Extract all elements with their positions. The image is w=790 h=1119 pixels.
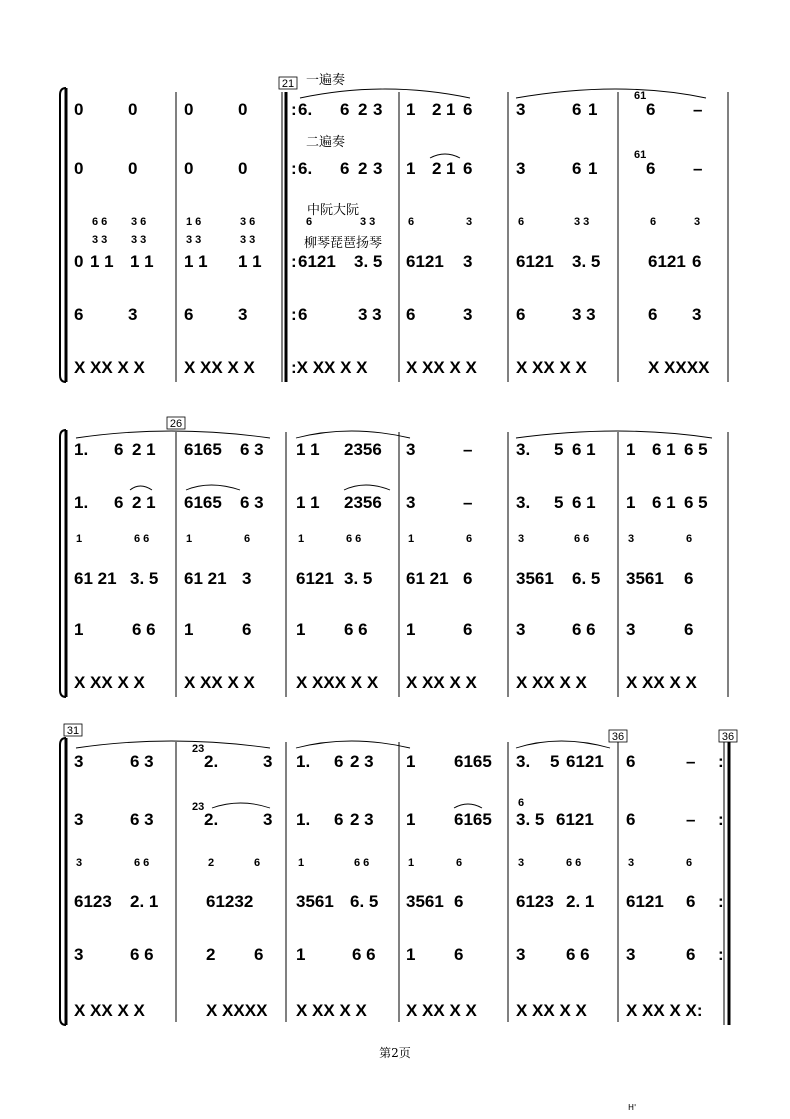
note: 2. xyxy=(204,810,219,829)
note: – xyxy=(686,810,696,829)
note: X XX X X xyxy=(406,1001,477,1020)
slur xyxy=(430,154,460,158)
note: X XX X X xyxy=(516,1001,587,1020)
note: : xyxy=(718,810,724,829)
note: 0 xyxy=(74,159,84,178)
note: 61 21 xyxy=(184,569,227,588)
note: X XX X X xyxy=(296,1001,367,1020)
note: 6. xyxy=(298,159,313,178)
staff-row xyxy=(74,149,702,178)
note: 5 xyxy=(554,440,564,459)
note: 6 xyxy=(572,159,582,178)
chord-note: 3 3 xyxy=(131,234,147,246)
note: 1 1 xyxy=(238,252,262,271)
note: 0 xyxy=(184,159,194,178)
chord-note: 6 xyxy=(306,216,313,228)
grace-note: 23 xyxy=(192,801,205,813)
chord-note: 3 xyxy=(518,857,525,869)
note: 3 xyxy=(516,945,526,964)
note: 1 xyxy=(626,493,636,512)
note: 6 6 xyxy=(572,620,596,639)
note: 3 xyxy=(516,620,526,639)
note: 6 xyxy=(340,100,350,119)
slur xyxy=(516,741,610,748)
chord-note: 3 3 xyxy=(92,234,108,246)
note: X XX X X xyxy=(626,673,697,692)
note: 6 xyxy=(686,945,696,964)
note: 6123 xyxy=(516,892,554,911)
note: 6 3 xyxy=(130,810,154,829)
note: 6 xyxy=(646,159,656,178)
note: 6. 5 xyxy=(572,569,601,588)
measure-number: 36 xyxy=(721,731,735,743)
chord-note: 3 3 xyxy=(574,216,590,228)
system-3 xyxy=(60,724,737,1025)
chord-note: 6 6 xyxy=(134,533,150,545)
note: 3 xyxy=(406,440,416,459)
note: 1 xyxy=(296,945,306,964)
note: 3 xyxy=(626,620,636,639)
note: 6 xyxy=(686,892,696,911)
note: X XX X X xyxy=(74,1001,145,1020)
note: 6 xyxy=(298,305,308,324)
note: 2 3 xyxy=(350,810,374,829)
note: 6 xyxy=(340,159,350,178)
chord-note: 6 xyxy=(254,857,261,869)
note: 1 xyxy=(406,620,416,639)
note: 6121 xyxy=(298,252,336,271)
note: 3. 5 xyxy=(354,252,383,271)
chord-note: 3 6 xyxy=(240,216,256,228)
note: 0 xyxy=(184,100,194,119)
note: 6 6 xyxy=(566,945,590,964)
note: X XX X X xyxy=(74,358,145,377)
note: 5 xyxy=(554,493,564,512)
note: X XX X X xyxy=(406,673,477,692)
note: 3. 5 xyxy=(130,569,159,588)
slur xyxy=(296,431,410,438)
note: 0 xyxy=(74,100,84,119)
slur xyxy=(186,485,240,490)
note: : xyxy=(718,892,724,911)
chord-note: 3 3 xyxy=(240,234,256,246)
note: 61232 xyxy=(206,892,254,911)
note: 6 xyxy=(114,440,124,459)
note: 2. 1 xyxy=(566,892,595,911)
note: 6 6 xyxy=(344,620,368,639)
grace-note: 61 xyxy=(634,90,647,102)
chord-note: 1 xyxy=(408,533,415,545)
note: X XX X X xyxy=(516,358,587,377)
chord-note: 6 6 xyxy=(566,857,582,869)
chord-note: 3 xyxy=(628,533,635,545)
slur xyxy=(76,741,270,748)
note: X XX X X xyxy=(74,673,145,692)
note: 3 xyxy=(463,252,473,271)
note: 1 xyxy=(406,100,416,119)
instrument-label: 一遍奏 xyxy=(306,73,346,88)
note: 6 xyxy=(626,810,636,829)
note: – xyxy=(693,100,703,119)
note: : xyxy=(718,945,724,964)
chord-note: 6 6 xyxy=(346,533,362,545)
note: 2 1 xyxy=(132,440,156,459)
note: 6 xyxy=(74,305,84,324)
note: 1 xyxy=(588,159,598,178)
note: 1 xyxy=(446,159,456,178)
note: 3 xyxy=(263,752,273,771)
note: 3 xyxy=(263,810,273,829)
note: 2. 1 xyxy=(130,892,159,911)
note: 3 xyxy=(626,945,636,964)
note: 0 xyxy=(238,100,248,119)
slur xyxy=(516,89,706,98)
note: 6165 xyxy=(454,810,492,829)
note: 1 xyxy=(296,620,306,639)
note: 6121 xyxy=(626,892,664,911)
page-number: 第2页 xyxy=(379,1046,411,1060)
note: 3 xyxy=(692,305,702,324)
note: 6121 xyxy=(296,569,334,588)
grace-note: 23 xyxy=(192,743,205,755)
note: 6121 xyxy=(406,252,444,271)
staff-row xyxy=(74,1001,703,1020)
note: 2356 xyxy=(344,440,382,459)
slur xyxy=(212,803,270,808)
note: 1 xyxy=(406,159,416,178)
measure-number: 26 xyxy=(169,418,183,430)
note: 6 xyxy=(184,305,194,324)
note: 6121 xyxy=(566,752,604,771)
note: 3561 xyxy=(296,892,334,911)
note: 3 xyxy=(74,810,84,829)
chord-note: 1 6 xyxy=(186,216,202,228)
chord-note: 3 xyxy=(518,533,525,545)
note: 3. 5 xyxy=(572,252,601,271)
chord-note: 6 6 xyxy=(134,857,150,869)
note: : xyxy=(291,100,297,119)
chord-note: 1 xyxy=(186,533,193,545)
note: 1. xyxy=(296,810,311,829)
note: 61 21 xyxy=(74,569,117,588)
slur xyxy=(296,741,410,748)
note: 1 xyxy=(184,620,194,639)
chord-note: 6 xyxy=(408,216,415,228)
staff-row xyxy=(74,358,710,377)
note: 6123 xyxy=(74,892,112,911)
note: 6 6 xyxy=(352,945,376,964)
note: 2 xyxy=(358,159,368,178)
note: : xyxy=(291,305,297,324)
note: 1 xyxy=(406,945,416,964)
note: X XX X X xyxy=(184,673,255,692)
chord-note: 6 xyxy=(686,857,693,869)
note: 3 xyxy=(128,305,138,324)
note: 6 5 xyxy=(684,493,708,512)
note: 3561 xyxy=(626,569,664,588)
note: 6121 xyxy=(648,252,686,271)
note: 0 xyxy=(238,159,248,178)
chord-note: 3 6 xyxy=(131,216,147,228)
measure-number: 31 xyxy=(66,725,80,737)
chord-note: 3 xyxy=(466,216,473,228)
note: 1 xyxy=(626,440,636,459)
note: 3561 xyxy=(516,569,554,588)
chord-note: 3 xyxy=(76,857,83,869)
chord-note: 3 3 xyxy=(186,234,202,246)
chord-note: 3 3 xyxy=(360,216,376,228)
note: 0 xyxy=(128,159,138,178)
note: 3 3 xyxy=(572,305,596,324)
note: 6 xyxy=(463,159,473,178)
note: 6165 xyxy=(184,440,222,459)
note: 2. xyxy=(204,752,219,771)
note: 2 xyxy=(432,100,442,119)
note: 3 xyxy=(373,159,383,178)
note: 6 6 xyxy=(130,945,154,964)
note: 6. 5 xyxy=(350,892,379,911)
slur xyxy=(516,431,712,438)
note: 3 xyxy=(516,159,526,178)
staff-row xyxy=(74,673,698,692)
note: X XXX X X xyxy=(296,673,379,692)
slur xyxy=(300,89,470,98)
slur xyxy=(454,804,482,808)
chord-note: 1 xyxy=(408,857,415,869)
note: 1. xyxy=(74,440,89,459)
note: 3. xyxy=(516,493,531,512)
note: 3. 5 xyxy=(516,810,545,829)
note: 6 xyxy=(572,100,582,119)
note: 2 xyxy=(358,100,368,119)
staff-row xyxy=(74,493,708,512)
note: 1 xyxy=(406,752,416,771)
note: 61 21 xyxy=(406,569,449,588)
note: 6 xyxy=(114,493,124,512)
note: 6 3 xyxy=(240,440,264,459)
note: 6165 xyxy=(184,493,222,512)
instrument-label: 柳琴琵琶扬琴 xyxy=(304,236,383,251)
note: 1 1 xyxy=(296,440,320,459)
corner-mark: H' xyxy=(628,1103,637,1112)
note: 6 xyxy=(692,252,702,271)
note: 6121 xyxy=(516,252,554,271)
note: 6121 xyxy=(556,810,594,829)
note: X XX X X xyxy=(184,358,255,377)
note: 1 xyxy=(446,100,456,119)
note: X XX X X: xyxy=(626,1001,703,1020)
note: 1 xyxy=(406,810,416,829)
chord-note: 6 xyxy=(466,533,473,545)
note: 6165 xyxy=(454,752,492,771)
note: 1 xyxy=(74,620,84,639)
note: : xyxy=(291,252,297,271)
chord-note: 6 xyxy=(456,857,463,869)
chord-note: 6 xyxy=(244,533,251,545)
instrument-label: 二遍奏 xyxy=(306,135,346,150)
chord-note: 6 xyxy=(650,216,657,228)
note: 3561 xyxy=(406,892,444,911)
note: 6 xyxy=(463,100,473,119)
note: 1 1 xyxy=(184,252,208,271)
note: 6 xyxy=(242,620,252,639)
note: 6 xyxy=(334,810,344,829)
note: 3 xyxy=(74,945,84,964)
note: – xyxy=(463,493,473,512)
note: 0 xyxy=(128,100,138,119)
note: : xyxy=(718,752,724,771)
note: 6 xyxy=(516,305,526,324)
note: X XX X X xyxy=(406,358,477,377)
chord-note: 2 xyxy=(208,857,215,869)
note: 6 1 xyxy=(572,493,596,512)
note: 3 xyxy=(238,305,248,324)
grace-note: 6 xyxy=(518,797,525,809)
note: 6 xyxy=(684,620,694,639)
note: 6 xyxy=(626,752,636,771)
note: 6 xyxy=(463,569,473,588)
staff-row xyxy=(74,305,701,324)
note: 6 xyxy=(254,945,264,964)
note: 6 xyxy=(454,945,464,964)
chord-note: 1 xyxy=(76,533,83,545)
note: 3. xyxy=(516,752,531,771)
note: 6 1 xyxy=(652,440,676,459)
staff-row xyxy=(74,90,702,119)
note: X XX X X xyxy=(516,673,587,692)
slur xyxy=(130,486,152,490)
chord-note: 6 6 xyxy=(92,216,108,228)
staff-row xyxy=(74,216,701,271)
note: – xyxy=(693,159,703,178)
instrument-label: 中阮大阮 xyxy=(307,203,360,218)
note: 2 3 xyxy=(350,752,374,771)
measure-number: 36 xyxy=(611,731,625,743)
note: 3. 5 xyxy=(344,569,373,588)
note: 0 xyxy=(74,252,84,271)
note: 6 xyxy=(648,305,658,324)
note: 6 3 xyxy=(130,752,154,771)
chord-note: 6 6 xyxy=(354,857,370,869)
note: 6 xyxy=(646,100,656,119)
note: 6. xyxy=(298,100,313,119)
note: 3 xyxy=(463,305,473,324)
note: 2356 xyxy=(344,493,382,512)
note: 1 xyxy=(588,100,598,119)
note: 5 xyxy=(550,752,560,771)
note: 3 xyxy=(242,569,252,588)
slur xyxy=(76,431,270,438)
note: 6 1 xyxy=(652,493,676,512)
note: 1 1 xyxy=(130,252,154,271)
note: :X XX X X xyxy=(291,358,368,377)
note: 1. xyxy=(296,752,311,771)
staff-row xyxy=(74,440,708,459)
note: 3 xyxy=(373,100,383,119)
note: X XXXX xyxy=(648,358,710,377)
chord-note: 3 xyxy=(694,216,701,228)
grace-note: 61 xyxy=(634,149,647,161)
measure-number: 21 xyxy=(281,78,295,90)
staff-row xyxy=(74,620,693,639)
note: – xyxy=(463,440,473,459)
note: – xyxy=(686,752,696,771)
note: 3 xyxy=(74,752,84,771)
note: 2 xyxy=(432,159,442,178)
note: 6 xyxy=(454,892,464,911)
note: 1 1 xyxy=(90,252,114,271)
note: 6 xyxy=(406,305,416,324)
note: 1. xyxy=(74,493,89,512)
note: 6 6 xyxy=(132,620,156,639)
staff-row xyxy=(74,533,693,588)
note: 2 xyxy=(206,945,216,964)
note: 6 xyxy=(684,569,694,588)
note: 3. xyxy=(516,440,531,459)
note: 3 3 xyxy=(358,305,382,324)
chord-note: 6 xyxy=(686,533,693,545)
note: 6 xyxy=(463,620,473,639)
slur xyxy=(344,485,390,490)
chord-note: 3 xyxy=(628,857,635,869)
note: 3 xyxy=(516,100,526,119)
note: 6 1 xyxy=(572,440,596,459)
chord-note: 1 xyxy=(298,857,305,869)
note: 1 1 xyxy=(296,493,320,512)
note: 6 3 xyxy=(240,493,264,512)
note: 2 1 xyxy=(132,493,156,512)
note: 6 xyxy=(334,752,344,771)
chord-note: 1 xyxy=(298,533,305,545)
system-1 xyxy=(60,72,728,382)
note: 3 xyxy=(406,493,416,512)
note: 6 5 xyxy=(684,440,708,459)
note: : xyxy=(291,159,297,178)
chord-note: 6 xyxy=(518,216,525,228)
system-2 xyxy=(60,417,728,697)
note: X XXXX xyxy=(206,1001,268,1020)
chord-note: 6 6 xyxy=(574,533,590,545)
